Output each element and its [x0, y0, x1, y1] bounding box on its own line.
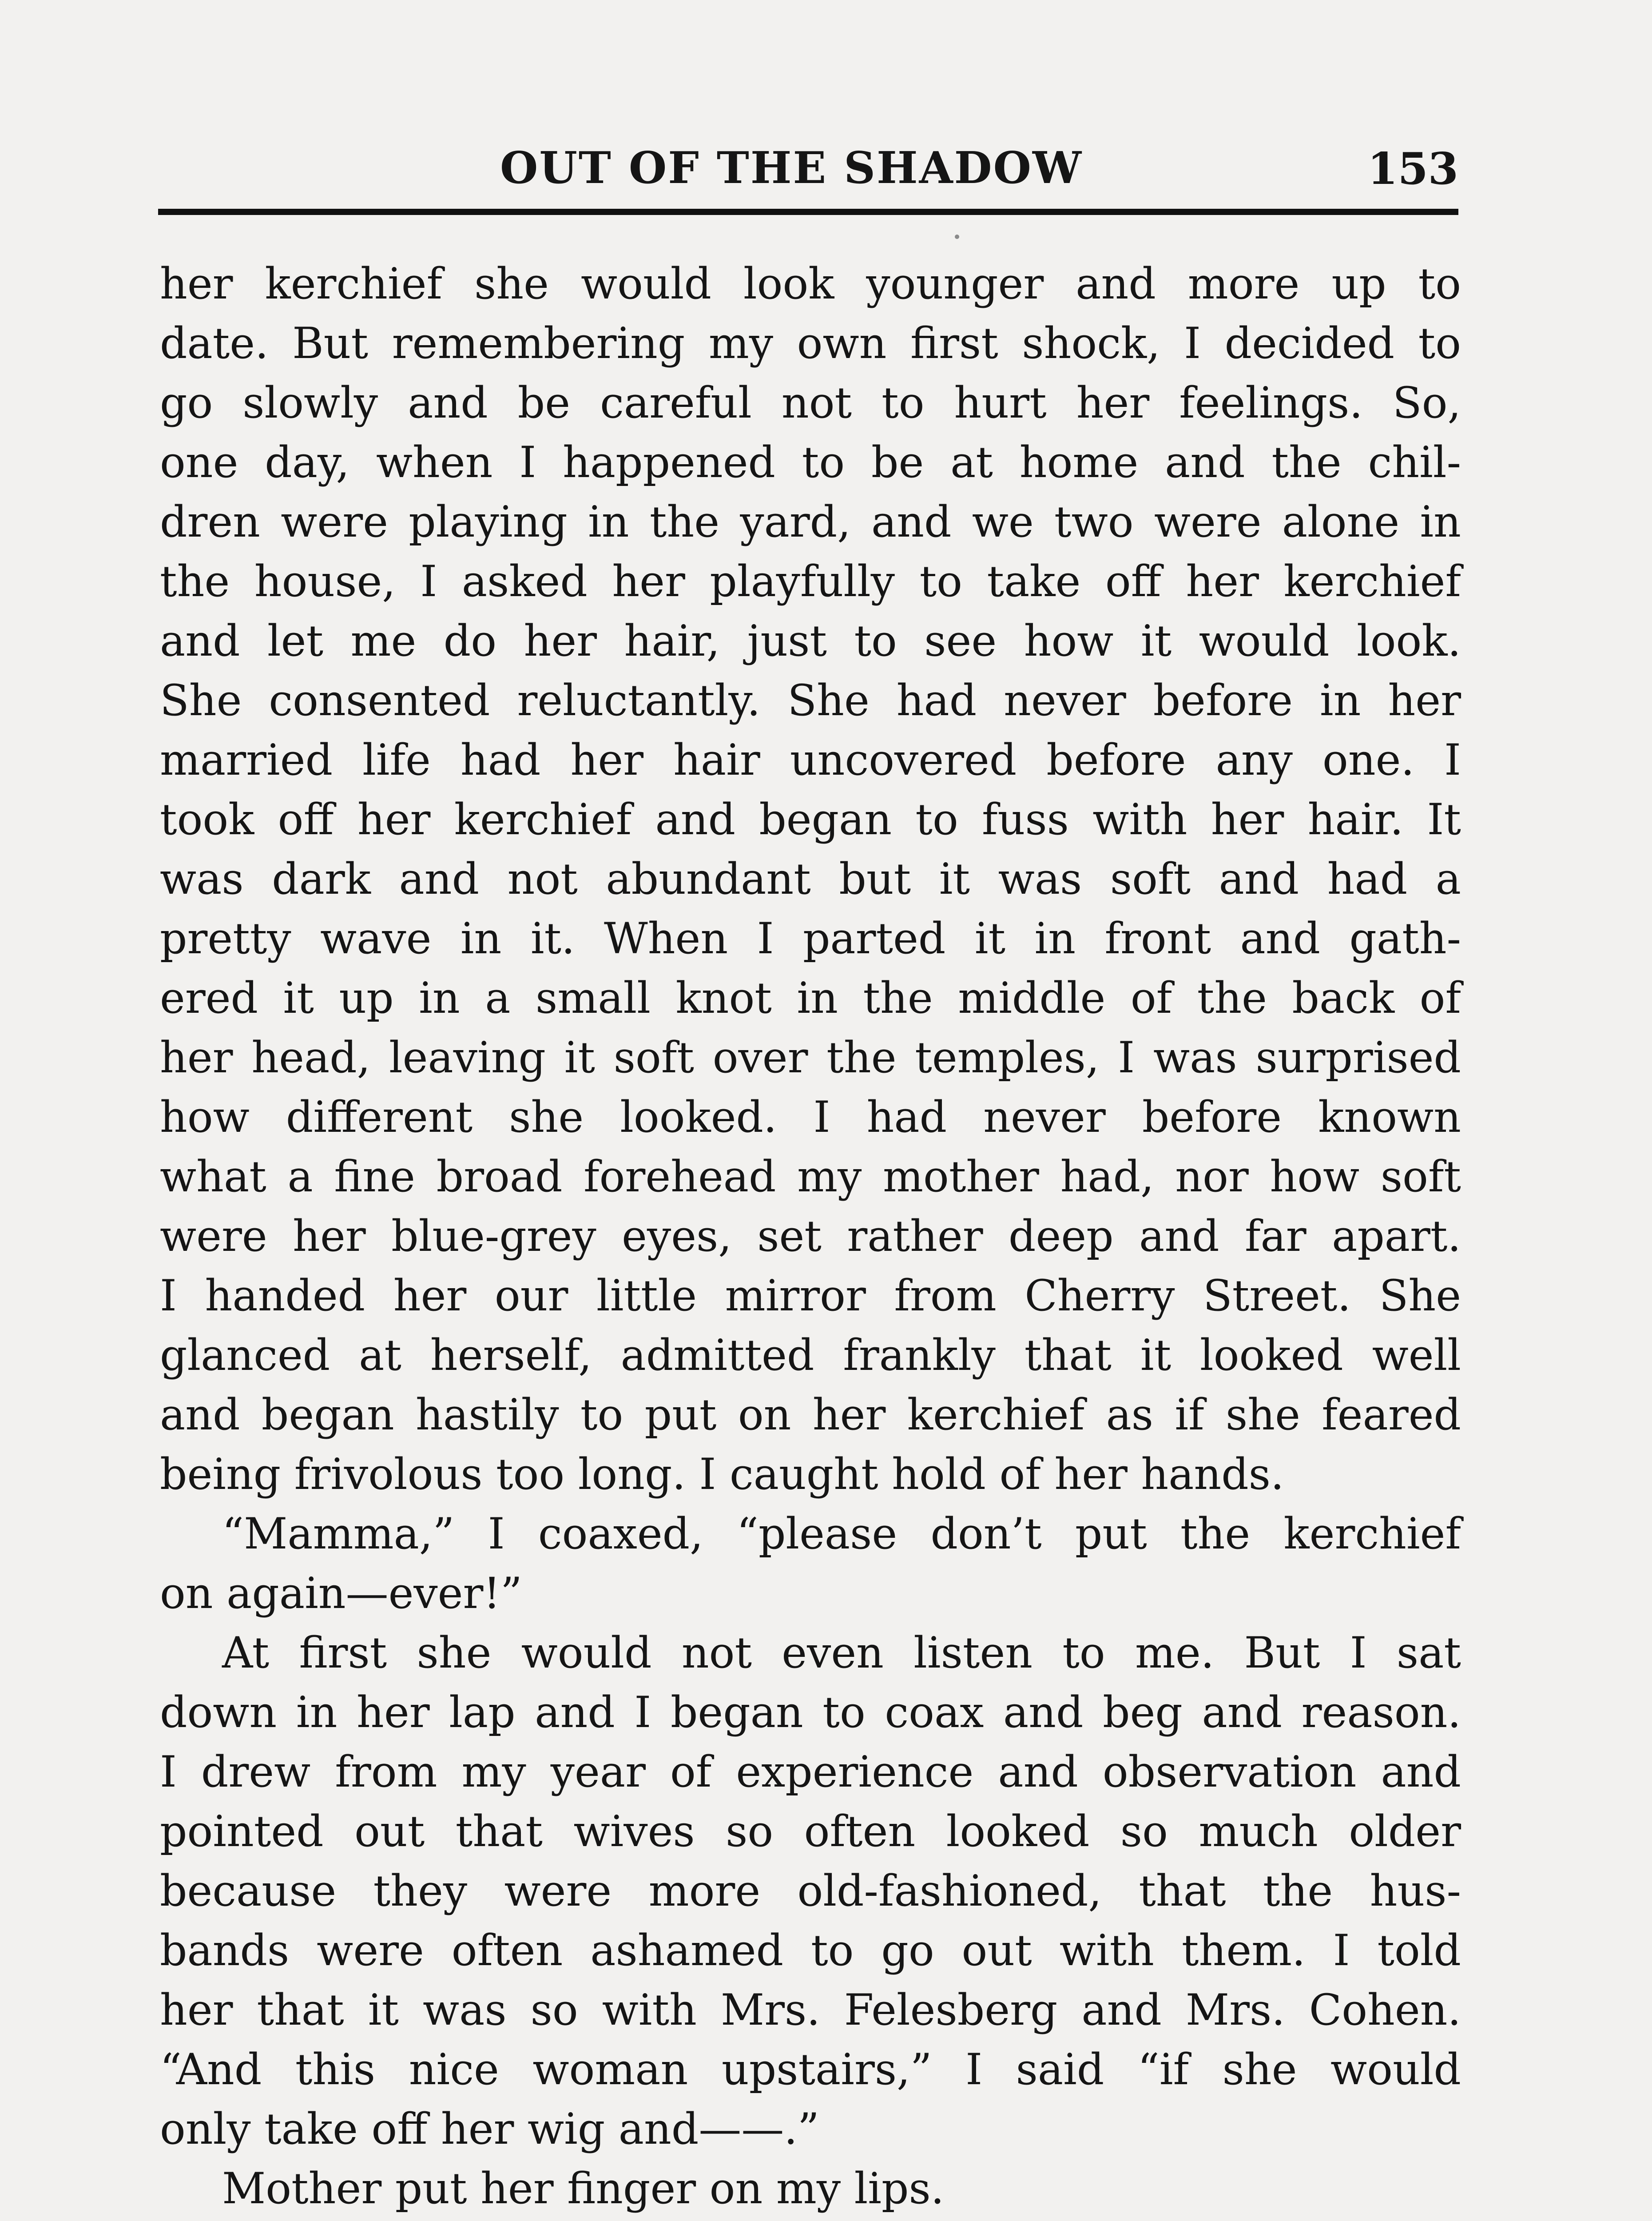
text-line: down in her lap and I began to coax and beg and reason.: [160, 1688, 1461, 1737]
text-line: how different she looked. I had never before known: [160, 1092, 1461, 1142]
body-text: [160, 254, 1461, 2221]
text-line: on again—ever!”: [160, 1568, 522, 1618]
header-rule: [158, 209, 1458, 215]
page-number: 153: [1367, 143, 1458, 195]
text-line: pointed out that wives so often looked so much older: [160, 1807, 1461, 1856]
text-line: date. But remembering my own first shock, I decided to: [160, 318, 1461, 368]
text-line: her head, leaving it soft over the temples, I was surprised: [160, 1033, 1461, 1083]
text-line: because they were more old-fashioned, that the hus-: [160, 1866, 1461, 1916]
text-line: go slowly and be careful not to hurt her feelings. So,: [160, 378, 1461, 428]
text-line: took off her kerchief and began to fuss with her hair. It: [160, 795, 1461, 844]
text-line: only take off her wig and——.”: [160, 2104, 819, 2154]
text-line: what a fine broad forehead my mother had, nor how soft: [160, 1152, 1461, 1202]
running-title: OUT OF THE SHADOW: [500, 143, 1083, 194]
text-line: She consented reluctantly. She had never before in her: [160, 676, 1461, 725]
text-line: glanced at herself, admitted frankly that it looked well: [160, 1330, 1461, 1380]
text-line: one day, when I happened to be at home and the chil-: [160, 438, 1461, 487]
text-line: I drew from my year of experience and observation and: [160, 1747, 1461, 1797]
text-line: ered it up in a small knot in the middle of the back of: [160, 973, 1461, 1023]
text-line: I handed her our little mirror from Cherry Street. She: [160, 1271, 1461, 1321]
text-line: Mother put her finger on my lips.: [222, 2164, 945, 2213]
page-header: [158, 140, 1458, 198]
text-line: married life had her hair uncovered before any one. I: [160, 735, 1461, 785]
text-line: “Mamma,” I coaxed, “please don’t put the kerchief: [222, 1509, 1461, 1559]
text-line: the house, I asked her playfully to take off her kerchief: [160, 557, 1461, 606]
text-line: bands were often ashamed to go out with them. I told: [160, 1926, 1461, 1975]
paper-speck: [955, 235, 959, 239]
text-line: was dark and not abundant but it was soft and had a: [160, 854, 1461, 904]
text-line: and let me do her hair, just to see how it would look.: [160, 616, 1461, 666]
text-line: At first she would not even listen to me. But I sat: [222, 1628, 1461, 1678]
text-line: were her blue-grey eyes, set rather deep and far apart.: [160, 1211, 1461, 1261]
text-line: her that it was so with Mrs. Felesberg and Mrs. Cohen.: [160, 1985, 1461, 2035]
text-line: being frivolous too long. I caught hold of her hands.: [160, 1449, 1284, 1499]
text-line: “And this nice woman upstairs,” I said “if she would: [160, 2045, 1461, 2094]
text-line: dren were playing in the yard, and we two were alone in: [160, 497, 1461, 547]
text-line: and began hastily to put on her kerchief as if she feared: [160, 1390, 1461, 1440]
text-line: [160, 2218, 1461, 2221]
text-line: her kerchief she would look younger and more up to: [160, 259, 1461, 309]
text-line: pretty wave in it. When I parted it in front and gath-: [160, 914, 1461, 963]
